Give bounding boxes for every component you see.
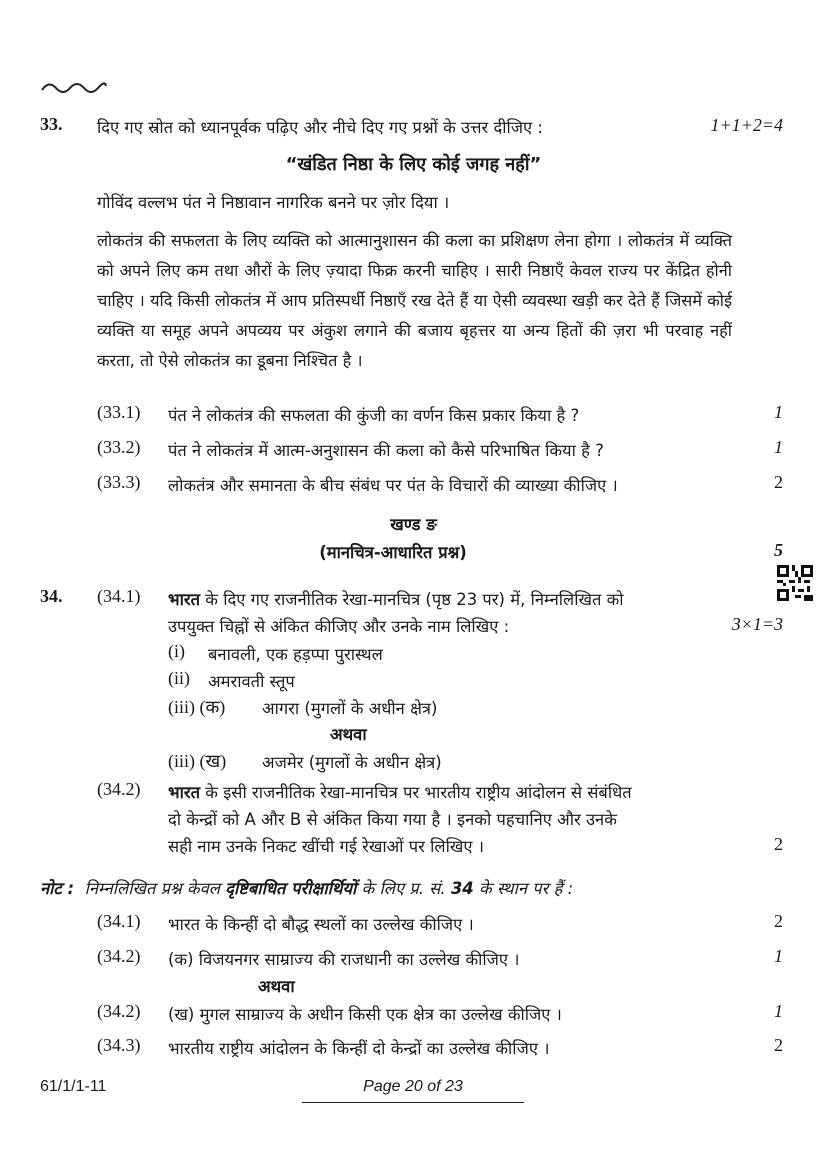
item-text: आगरा (मुगलों के अधीन क्षेत्र) — [262, 699, 438, 718]
q33-marks: 1+1+2=4 — [710, 115, 783, 135]
wave-ornament-icon — [40, 80, 108, 96]
subq-number: (34.2) — [97, 946, 141, 966]
subq-marks: 1 — [774, 1001, 783, 1021]
note-label: नोट : — [40, 879, 75, 898]
question-number-34: 34. — [40, 586, 63, 606]
q34-2-line1: भारत के इसी राजनीतिक रेखा-मानचित्र पर भारतीय राष्ट्रीय आंदोलन से संबंधित — [168, 783, 632, 802]
qr-code-icon — [777, 565, 813, 601]
subq-marks: 2 — [774, 911, 783, 931]
item-number: (i) — [168, 641, 185, 661]
subq-marks: 1 — [774, 437, 783, 457]
subq-text: पंत ने लोकतंत्र की सफलता की कुंजी का वर्णन किस प्रकार किया है ? — [168, 406, 580, 425]
subq-number: (34.1) — [97, 586, 141, 606]
subq-number: (33.1) — [97, 402, 141, 422]
paper-code: 61/1/1-11 — [40, 1078, 107, 1095]
q33-instruction: दिए गए स्रोत को ध्यानपूर्वक पढ़िए और नीचे दिए गए प्रश्नों के उत्तर दीजिए : — [97, 118, 543, 137]
subq-marks: 1 — [774, 946, 783, 966]
bold-word-bharat: भारत — [168, 590, 201, 609]
source-passage: लोकतंत्र की सफलता के लिए व्यक्ति को आत्मानुशासन की कला का प्रशिक्षण लेना होगा । लोकतंत्र में व्यक्ति को अपने लिए कम तथा औरों के लिए ज़्यादा फिक्र करनी चाहिए । सारी निष्ठाएँ केवल राज्य पर केंद्रित होनी चाहिए । यदि किसी लोकतंत्र में आप प्रतिस्पर्धी निष्ठाएँ रख देते हैं या ऐसी व्यवस्था खड़ी कर देते हैं जिसमें कोई व्यक्ति या समूह अपने अपव्यय पर अंकुश लगाने की बजाय बृहत्तर या अन्य हितों की ज़रा भी परवाह नहीं करता, तो ऐसे लोकतंत्र का डूबना निश्चित है । — [97, 231, 732, 370]
subq-marks: 1 — [774, 402, 783, 422]
q34-1-marks: 3×1=3 — [731, 614, 783, 634]
q34-2-line2: दो केन्द्रों को A और B से अंकित किया गया है । इनको पहचानिए और उनके — [168, 810, 617, 829]
question-number-33: 33. — [40, 114, 63, 134]
item-number: (ii) — [168, 668, 190, 688]
subq-number: (34.3) — [97, 1035, 141, 1055]
section-subtitle: (मानचित्र-आधारित प्रश्न) — [319, 543, 467, 562]
item-text: अजमेर (मुगलों के अधीन क्षेत्र) — [262, 753, 442, 772]
subq-text: लोकतंत्र और समानता के बीच संबंध पर पंत के विचारों की व्याख्या कीजिए । — [168, 476, 618, 495]
subq-number: (33.2) — [97, 437, 141, 457]
subq-text: भारत के किन्हीं दो बौद्ध स्थलों का उल्लेख कीजिए । — [168, 915, 474, 934]
item-number: (iii) (क) — [168, 697, 226, 717]
subq-text: (ख) मुगल साम्राज्य के अधीन किसी एक क्षेत्र का उल्लेख कीजिए । — [168, 1005, 562, 1024]
q34-2-line3: सही नाम उनके निकट खींची गई रेखाओं पर लिखिए । — [168, 837, 485, 856]
subq-marks: 2 — [774, 1035, 783, 1055]
or-label: अथवा — [258, 977, 295, 996]
subq-number: (33.3) — [97, 472, 141, 492]
bold-word-bharat: भारत — [168, 783, 201, 802]
subq-text: भारतीय राष्ट्रीय आंदोलन के किन्हीं दो केन्द्रों का उल्लेख कीजिए । — [168, 1039, 550, 1058]
q34-1-line2: उपयुक्त चिह्नों से अंकित कीजिए और उनके नाम लिखिए : — [168, 617, 510, 636]
footer-rule — [302, 1102, 524, 1103]
subq-number: (34.1) — [97, 911, 141, 931]
page-number: Page 20 of 23 — [363, 1078, 463, 1095]
item-text: अमरावती स्तूप — [208, 672, 295, 691]
source-intro: गोविंद वल्लभ पंत ने निष्ठावान नागरिक बनने पर ज़ोर दिया । — [97, 193, 450, 212]
q34-1-line1: भारत के दिए गए राजनीतिक रेखा-मानचित्र (पृष्ठ 23 पर) में, निम्नलिखित को — [168, 590, 624, 609]
subq-marks: 2 — [774, 472, 783, 492]
subq-number: (34.2) — [97, 779, 141, 799]
source-title: “खंडित निष्ठा के लिए कोई जगह नहीं” — [285, 154, 542, 175]
q34-2-marks: 2 — [774, 834, 783, 854]
or-label: अथवा — [330, 725, 367, 744]
subq-text: (क) विजयनगर साम्राज्य की राजधानी का उल्लेख कीजिए । — [168, 950, 520, 969]
subq-text: पंत ने लोकतंत्र में आत्म-अनुशासन की कला को कैसे परिभाषित किया है ? — [168, 441, 604, 460]
item-text: बनावली, एक हड़प्पा पुरास्थल — [208, 645, 383, 664]
subq-number: (34.2) — [97, 1001, 141, 1021]
item-number: (iii) (ख) — [168, 751, 227, 771]
note-line: नोट : निम्नलिखित प्रश्न केवल दृष्टिबाधित परीक्षार्थियों के लिए प्र. सं. 34 के स्थान पर हैं : — [40, 879, 574, 898]
section-title: खण्ड ङ — [390, 515, 437, 534]
note-emphasis: दृष्टिबाधित परीक्षार्थियों — [225, 879, 357, 898]
section-marks: 5 — [774, 540, 783, 560]
